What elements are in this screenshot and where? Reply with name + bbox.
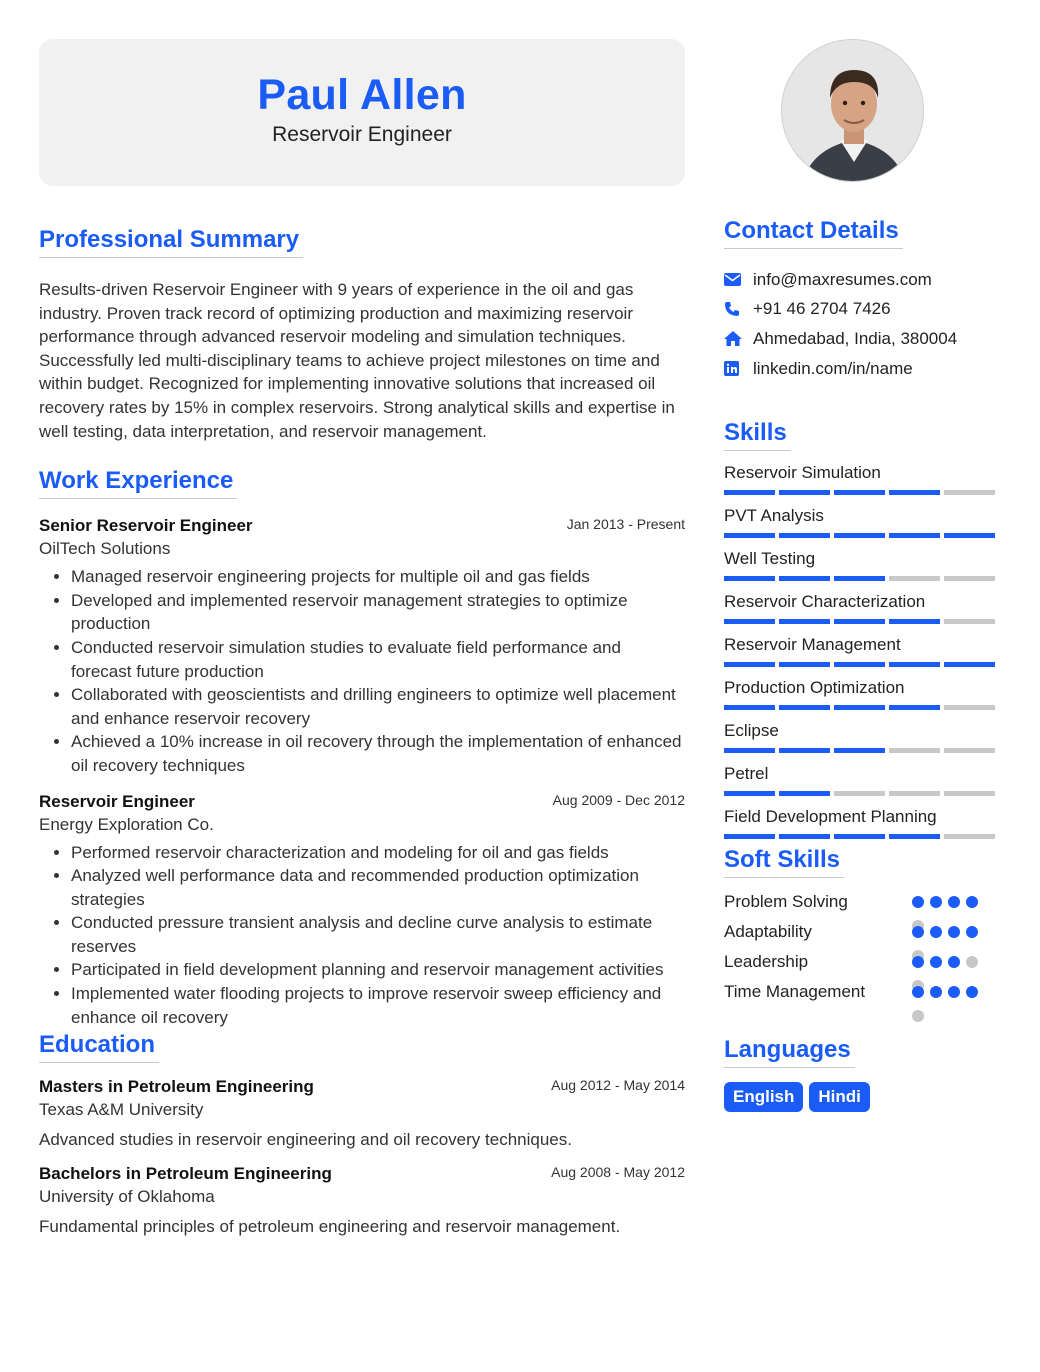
skill-level-segment — [724, 834, 775, 839]
rating-dot — [966, 896, 978, 908]
avatar-icon — [782, 40, 924, 182]
soft-skill-item — [724, 982, 1001, 1012]
skill-level-segment — [779, 576, 830, 581]
job-bullet: • Conducted pressure transient analysis and decline curve analysis to estimate reserves — [71, 911, 685, 958]
languages-heading: Languages — [724, 1036, 855, 1068]
skill-level-segment — [779, 662, 830, 667]
skill-level-segment — [779, 490, 830, 495]
skills-list — [724, 461, 1001, 848]
phone-text: +91 46 2704 7426 — [753, 299, 891, 319]
soft-skills-section — [724, 846, 1001, 1012]
skill-name: Eclipse — [724, 721, 779, 741]
skill-level-segment — [944, 834, 995, 839]
summary-heading: Professional Summary — [39, 226, 303, 258]
skill-level-segment — [779, 705, 830, 710]
degree-title: Masters in Petroleum Engineering — [39, 1077, 314, 1097]
skill-level-bar — [724, 662, 1001, 667]
skill-name: Reservoir Management — [724, 635, 901, 655]
education-heading: Education — [39, 1031, 159, 1063]
soft-skill-name: Problem Solving — [724, 892, 848, 912]
skill-level-segment — [779, 533, 830, 538]
skill-level-segment — [724, 533, 775, 538]
sidebar-content — [724, 217, 1001, 1112]
envelope-icon — [724, 273, 753, 286]
skill-level-segment — [944, 490, 995, 495]
skill-level-segment — [889, 791, 940, 796]
skill-item — [724, 633, 1001, 676]
rating-dot — [912, 926, 924, 938]
languages-section — [724, 1036, 1001, 1112]
skill-level-segment — [724, 748, 775, 753]
skill-level-bar — [724, 748, 1001, 753]
job-title: Reservoir Engineer — [39, 791, 195, 811]
rating-dot — [912, 896, 924, 908]
rating-dot — [912, 986, 924, 998]
phone-icon — [724, 301, 753, 317]
skill-level-segment — [944, 748, 995, 753]
skill-level-segment — [889, 748, 940, 753]
contact-phone[interactable] — [724, 295, 1001, 325]
education-entry — [39, 1164, 685, 1237]
skill-level-segment — [724, 619, 775, 624]
job-bullet: • Developed and implemented reservoir management strategies to optimize production — [71, 589, 685, 636]
job-entry — [39, 516, 685, 777]
job-date: Jan 2013 - Present — [566, 516, 685, 533]
rating-dot — [930, 896, 942, 908]
home-icon — [724, 331, 753, 346]
skill-level-segment — [724, 576, 775, 581]
main-column — [39, 39, 685, 1237]
rating-dot — [948, 956, 960, 968]
language-badge: English — [724, 1082, 803, 1112]
soft-skill-item — [724, 892, 1001, 922]
soft-skill-name: Time Management — [724, 982, 866, 1002]
rating-dot — [912, 956, 924, 968]
skill-item — [724, 719, 1001, 762]
skill-level-segment — [834, 662, 885, 667]
skill-level-segment — [724, 490, 775, 495]
profile-photo — [781, 39, 924, 182]
skill-level-bar — [724, 619, 1001, 624]
job-bullet: • Performed reservoir characterization and modeling for oil and gas fields — [71, 841, 685, 865]
skill-item — [724, 676, 1001, 719]
skills-heading: Skills — [724, 419, 791, 451]
soft-skills-heading: Soft Skills — [724, 846, 844, 878]
soft-skill-name: Adaptability — [724, 922, 812, 942]
skill-name: Petrel — [724, 764, 769, 784]
job-title: Senior Reservoir Engineer — [39, 516, 253, 536]
job-bullet: • Managed reservoir engineering projects for multiple oil and gas fields — [71, 565, 685, 589]
skill-level-segment — [889, 490, 940, 495]
skill-level-segment — [834, 576, 885, 581]
job-date: Aug 2009 - Dec 2012 — [552, 791, 685, 808]
contact-address — [724, 324, 1001, 354]
rating-dot — [930, 926, 942, 938]
skill-level-segment — [834, 748, 885, 753]
skill-level-segment — [779, 748, 830, 753]
skill-level-segment — [834, 533, 885, 538]
rating-dot — [966, 986, 978, 998]
skill-item — [724, 504, 1001, 547]
skill-item — [724, 805, 1001, 848]
job-entry — [39, 792, 685, 1030]
summary-text: Results-driven Reservoir Engineer with 9 years of experience in the oil and gas industry. Proven track record of optimizing production and maximizing reservoir performance through advanced reservoir modeling and simulation techniques. Successfully led multi-disciplinary teams to achieve project milestones on time and within budget. Recognized for implementing innovative solutions that increased oil recovery rates by 15% in complex reservoirs. Strong analytical skills and expertise in well testing, data interpretation, and reservoir management. — [39, 280, 675, 441]
languages-list — [724, 1082, 1001, 1112]
job-bullet: • Conducted reservoir simulation studies to evaluate field performance and forecast future production — [71, 636, 685, 683]
job-company: OilTech Solutions — [39, 539, 171, 559]
skill-level-bar — [724, 576, 1001, 581]
skill-level-segment — [779, 619, 830, 624]
school-name: University of Oklahoma — [39, 1187, 215, 1207]
soft-skill-item — [724, 952, 1001, 982]
rating-dot — [930, 956, 942, 968]
skill-level-segment — [944, 662, 995, 667]
skill-level-segment — [944, 576, 995, 581]
job-bullet: • Implemented water flooding projects to improve reservoir sweep efficiency and enhance oil recovery — [71, 982, 685, 1029]
skill-name: PVT Analysis — [724, 506, 824, 526]
education-entry — [39, 1077, 685, 1150]
skill-level-segment — [779, 834, 830, 839]
skill-level-segment — [834, 619, 885, 624]
rating-dot — [948, 926, 960, 938]
education-description: Fundamental principles of petroleum engineering and reservoir management. — [39, 1217, 621, 1237]
summary-section — [39, 226, 685, 443]
skill-level-segment — [889, 576, 940, 581]
education-description: Advanced studies in reservoir engineering and oil recovery techniques. — [39, 1130, 572, 1150]
skills-section — [724, 419, 1001, 848]
linkedin-text: linkedin.com/in/name — [753, 358, 913, 378]
skill-item — [724, 547, 1001, 590]
email-text: info@maxresumes.com — [753, 269, 932, 289]
header-card — [39, 39, 685, 186]
skill-level-segment — [889, 533, 940, 538]
skill-level-segment — [724, 705, 775, 710]
skill-level-segment — [889, 662, 940, 667]
linkedin-icon — [724, 361, 753, 376]
experience-heading: Work Experience — [39, 467, 237, 499]
rating-dot — [966, 926, 978, 938]
skill-level-segment — [834, 834, 885, 839]
skill-level-segment — [724, 662, 775, 667]
candidate-role: Reservoir Engineer — [272, 123, 452, 146]
skill-level-segment — [889, 834, 940, 839]
soft-skill-name: Leadership — [724, 952, 809, 972]
skill-level-segment — [724, 791, 775, 796]
address-text: Ahmedabad, India, 380004 — [753, 328, 958, 348]
skill-level-bar — [724, 533, 1001, 538]
rating-dot — [948, 986, 960, 998]
contact-linkedin[interactable] — [724, 354, 1001, 384]
skill-level-segment — [834, 705, 885, 710]
experience-section — [39, 467, 685, 1029]
skill-item — [724, 762, 1001, 805]
skill-name: Production Optimization — [724, 678, 905, 698]
skill-level-segment — [834, 490, 885, 495]
school-name: Texas A&M University — [39, 1100, 204, 1120]
skill-level-segment — [944, 705, 995, 710]
contact-email[interactable] — [724, 265, 1001, 295]
skill-level-segment — [944, 533, 995, 538]
job-bullets — [39, 841, 685, 1030]
skill-level-segment — [779, 791, 830, 796]
rating-dot — [966, 956, 978, 968]
skill-level-bar — [724, 705, 1001, 710]
job-bullets — [39, 565, 685, 777]
skill-level-segment — [889, 619, 940, 624]
skill-level-bar — [724, 834, 1001, 839]
rating-dot — [930, 986, 942, 998]
skill-name: Field Development Planning — [724, 807, 937, 827]
skill-item — [724, 590, 1001, 633]
skill-name: Reservoir Simulation — [724, 463, 881, 483]
contact-heading: Contact Details — [724, 217, 903, 249]
job-company: Energy Exploration Co. — [39, 814, 214, 834]
skill-level-segment — [834, 791, 885, 796]
skill-level-segment — [889, 705, 940, 710]
education-section — [39, 1031, 685, 1237]
skill-item — [724, 461, 1001, 504]
skill-level-segment — [944, 791, 995, 796]
job-bullet: • Analyzed well performance data and recommended production optimization strategies — [71, 864, 685, 911]
skill-level-bar — [724, 490, 1001, 495]
education-date: Aug 2012 - May 2014 — [551, 1077, 685, 1094]
education-date: Aug 2008 - May 2012 — [551, 1164, 685, 1181]
soft-skills-list — [724, 892, 1001, 1012]
skill-level-bar — [724, 791, 1001, 796]
contact-section — [724, 217, 1001, 383]
job-bullet: • Participated in field development planning and reservoir management activities — [71, 958, 685, 982]
soft-skill-rating — [912, 986, 990, 1022]
job-bullet: • Collaborated with geoscientists and drilling engineers to optimize well placement and enhance reservoir recovery — [71, 683, 685, 730]
skill-level-segment — [944, 619, 995, 624]
rating-dot — [912, 1010, 924, 1022]
language-badge: Hindi — [809, 1082, 870, 1112]
rating-dot — [948, 896, 960, 908]
candidate-name: Paul Allen — [257, 71, 467, 119]
skill-name: Reservoir Characterization — [724, 592, 926, 612]
degree-title: Bachelors in Petroleum Engineering — [39, 1164, 332, 1184]
job-bullet: • Achieved a 10% increase in oil recovery through the implementation of enhanced oil recovery techniques — [71, 730, 685, 777]
soft-skill-item — [724, 922, 1001, 952]
skill-name: Well Testing — [724, 549, 816, 569]
